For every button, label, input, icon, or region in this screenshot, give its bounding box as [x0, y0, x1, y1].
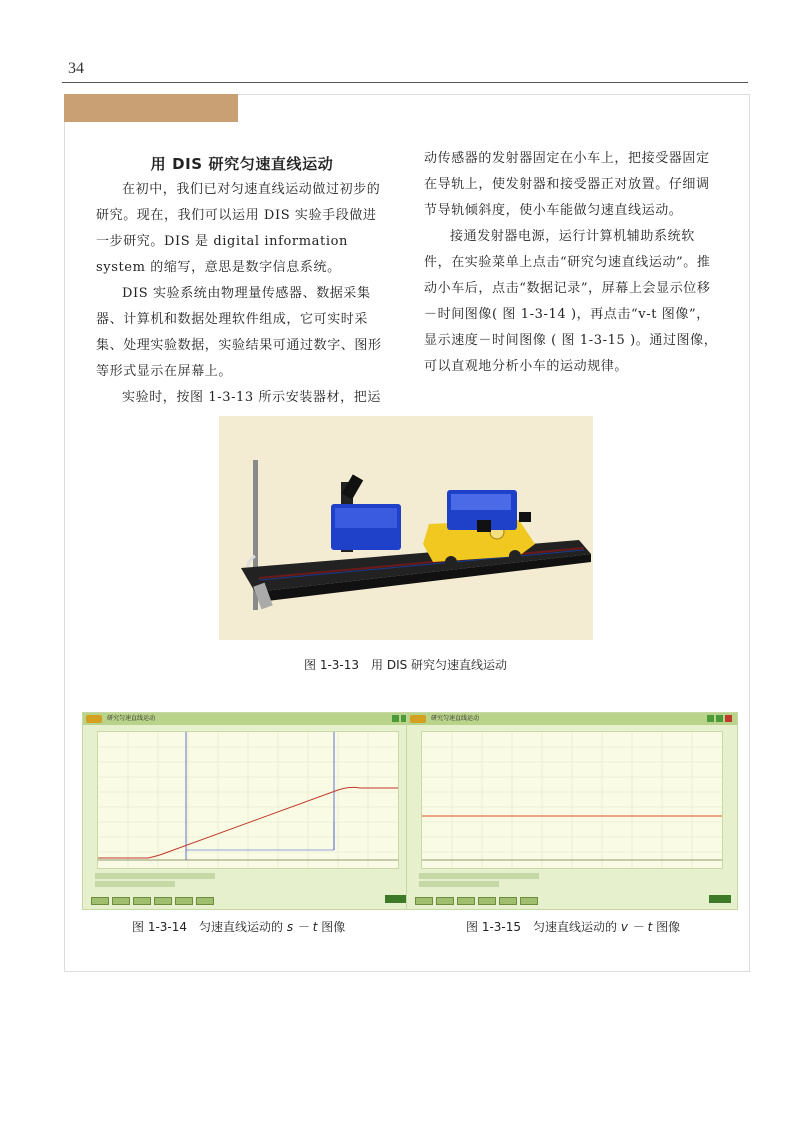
figure-1-3-15-caption [466, 918, 680, 935]
vt-window-titlebar [407, 713, 737, 725]
vt-tool-button[interactable] [499, 897, 517, 905]
figure-1-3-13-photo [219, 416, 593, 640]
left-paragraph-1: 在初中，我们已对匀速直线运动做过初步的研究。现在，我们可以运用 DIS 实验手段做进一步研究。DIS 是 digital information system 的缩写，意思是数字信息系统。 [96, 182, 381, 275]
figure-1-3-15-caption-text: 图 1-3-15 匀速直线运动的 [466, 920, 621, 934]
st-readout [95, 873, 215, 887]
st-tool-button[interactable] [196, 897, 214, 905]
st-edit-icon[interactable] [392, 715, 399, 722]
figure-1-3-14-caption-suffix: 图像 [317, 920, 346, 934]
right-paragraph-2: 接通发射器电源，运行计算机辅助系统软件，在实验菜单上点击“研究匀速直线运动”。推动小车后，点击“数据记录”，屏幕上会显示位移－时间图像( 图 1-3-14 )，再点击“v-t 图像”，显示速度－时间图像 ( 图 1-3-15 )。通过图像，可以直观地分析小车的运动规律。 [424, 229, 718, 374]
figure-1-3-15-caption-suffix: 图像 [652, 920, 681, 934]
st-plot-area [97, 731, 399, 869]
st-confirm-button[interactable] [385, 895, 407, 903]
app-logo-icon [410, 715, 426, 723]
vt-tool-button[interactable] [415, 897, 433, 905]
right-paragraph-1: 动传感器的发射器固定在小车上，把接受器固定在导轨上，使发射器和接受器正对放置。仔细调节导轨倾斜度，使小车能做匀速直线运动。 [424, 151, 710, 218]
vt-tool-button[interactable] [478, 897, 496, 905]
figure-1-3-14-caption-text: 图 1-3-14 匀速直线运动的 [132, 920, 287, 934]
vt-confirm-button[interactable] [709, 895, 731, 903]
section-header-bar [64, 94, 238, 122]
vt-readout [419, 873, 539, 887]
vt-tool-button[interactable] [436, 897, 454, 905]
right-column [424, 146, 720, 380]
st-graph [98, 732, 398, 868]
header-rule [62, 82, 748, 83]
st-tool-button[interactable] [91, 897, 109, 905]
st-window-titlebar [83, 713, 413, 725]
vt-window-title: 研究匀速直线运动 [431, 715, 480, 722]
st-toolbar [91, 897, 214, 905]
vt-plot-area [421, 731, 723, 869]
left-paragraph-3: 实验时，按图 1-3-13 所示安装器材，把运 [122, 390, 381, 405]
vt-tool-button[interactable] [520, 897, 538, 905]
page-number: 34 [68, 60, 84, 77]
figure-1-3-14-caption-variable: s － t [286, 920, 318, 934]
figure-1-3-15-screen [406, 712, 738, 910]
vt-graph [422, 732, 722, 868]
vt-close-icon[interactable] [725, 715, 732, 722]
figure-1-3-14-screen [82, 712, 414, 910]
vt-tool-button[interactable] [457, 897, 475, 905]
st-tool-button[interactable] [133, 897, 151, 905]
st-tool-button[interactable] [154, 897, 172, 905]
st-window-title: 研究匀速直线运动 [107, 715, 156, 722]
app-logo-icon [86, 715, 102, 723]
st-tool-button[interactable] [112, 897, 130, 905]
figure-1-3-15-caption-variable: v － t [620, 920, 653, 934]
figure-1-3-13-caption: 图 1-3-13 用 DIS 研究匀速直线运动 [304, 658, 508, 672]
dis-apparatus-illustration [219, 416, 593, 640]
figure-1-3-14-caption [132, 918, 345, 935]
vt-edit-icon[interactable] [707, 715, 714, 722]
vt-toolbar [415, 897, 538, 905]
left-paragraph-2: DIS 实验系统由物理量传感器、数据采集器、计算机和数据处理软件组成，它可实时采集、处理实验数据，实验结果可通过数字、图形等形式显示在屏幕上。 [96, 286, 382, 379]
st-tool-button[interactable] [175, 897, 193, 905]
vt-settings-icon[interactable] [716, 715, 723, 722]
left-column [96, 151, 388, 411]
section-title: 用 DIS 研究匀速直线运动 [150, 155, 334, 173]
